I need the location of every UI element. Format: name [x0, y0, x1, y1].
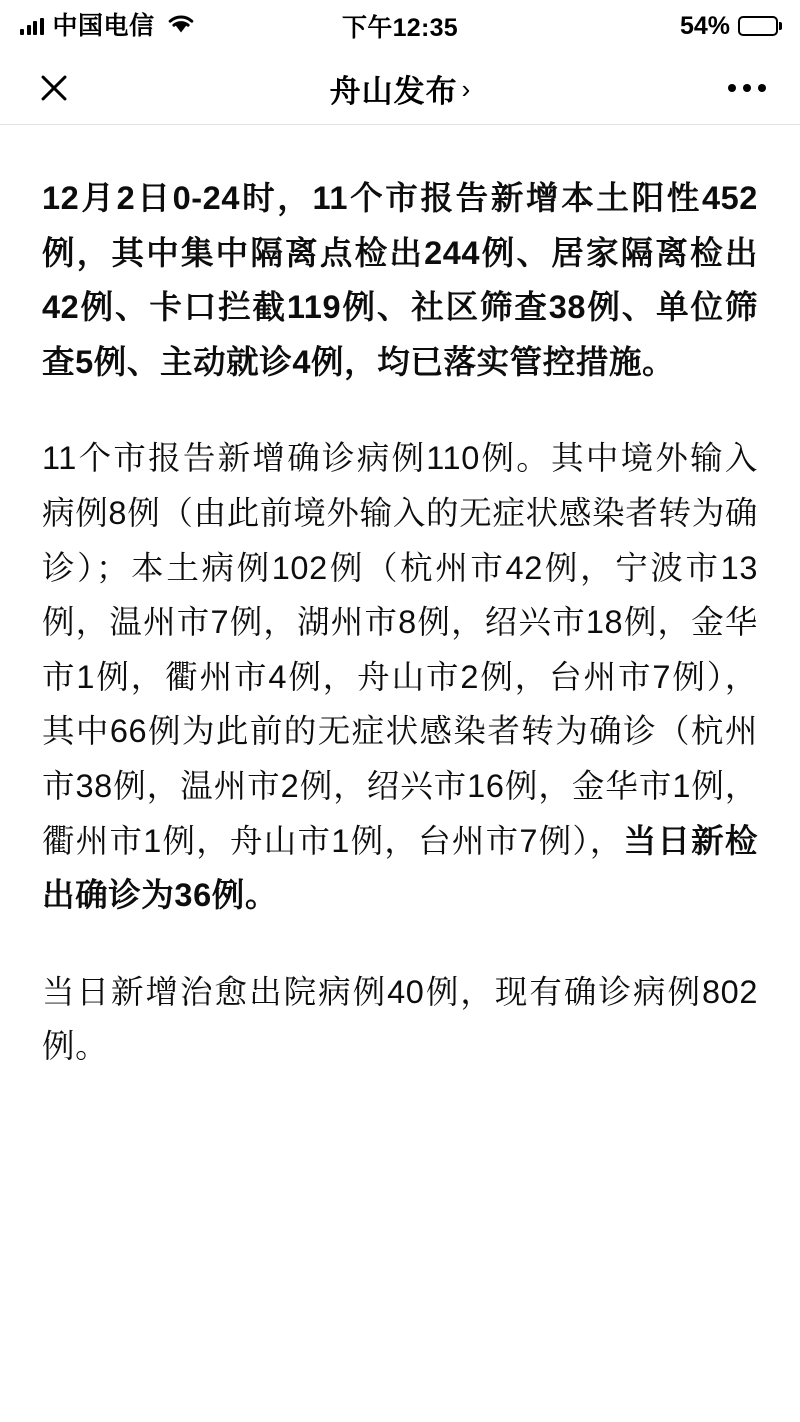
page-title: 舟山发布 — [329, 73, 458, 109]
article-paragraph: 12月2日0-24时，11个市报告新增本土阳性452例，其中集中隔离点检出244例、居家隔离检出42例、卡口拦截119例、社区筛查38例、单位筛查5例、主动就诊4例，均已落实管控措施。 — [42, 180, 758, 380]
more-options-icon[interactable] — [728, 84, 766, 92]
battery-percentage: 54% — [679, 11, 730, 40]
chevron-right-icon: › — [461, 74, 471, 104]
article-paragraph: 当日新增治愈出院病例40例，现有确诊病例802例。 — [42, 973, 758, 1065]
article-body — [0, 125, 800, 1074]
paragraph-emphasis: 当日新检出确诊为36例。 — [42, 822, 758, 914]
battery-icon — [738, 16, 778, 36]
signal-bars-icon — [20, 18, 44, 35]
carrier-label: 中国电信 — [52, 11, 155, 40]
navigation-bar — [0, 52, 800, 124]
close-icon[interactable] — [34, 68, 74, 108]
wifi-icon — [167, 13, 195, 39]
status-bar-right — [680, 12, 778, 41]
article-paragraph — [42, 431, 758, 922]
status-bar — [0, 0, 800, 52]
status-bar-time: 下午12:35 — [341, 14, 459, 42]
nav-title-group — [0, 66, 800, 111]
status-bar-left — [20, 13, 195, 39]
paragraph-text: 11个市报告新增确诊病例110例。其中境外输入病例8例（由此前境外输入的无症状感染者转为确诊）；本土病例102例（杭州市42例，宁波市13例，温州市7例，湖州市8例，绍兴市18例，金华市1例，衢州市4例，舟山市2例，台州市7例），其中66例为此前的无症状感染者转为确诊（杭州市38例，温州市2例，绍兴市16例，金华市1例，衢州市1例，舟山市1例，台州市7例）， — [42, 440, 758, 859]
